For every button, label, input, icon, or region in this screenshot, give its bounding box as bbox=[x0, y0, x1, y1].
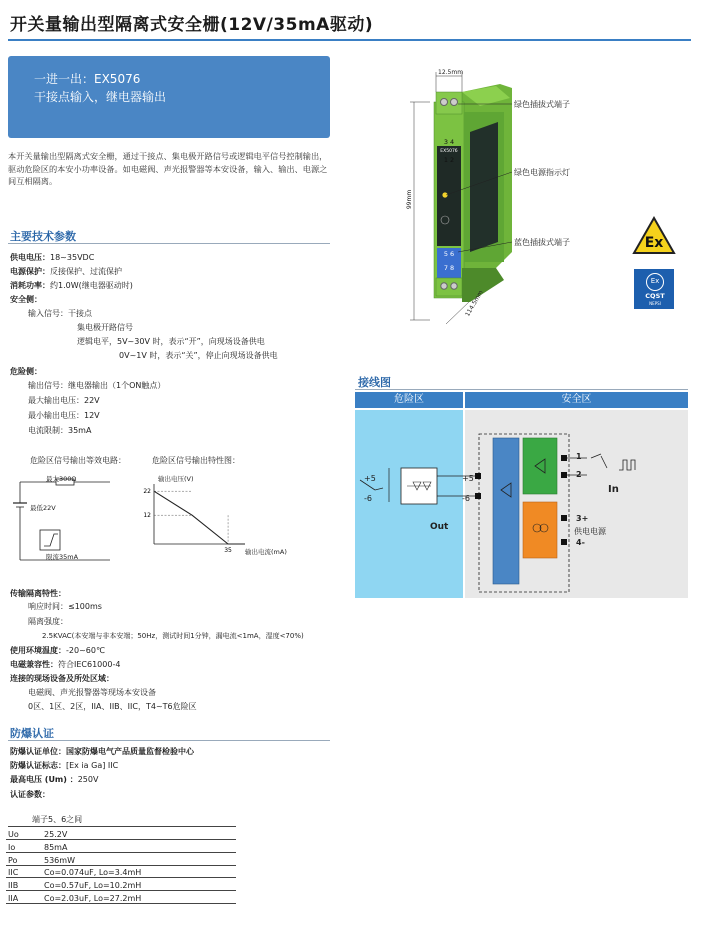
cert-heading: 防爆认证 bbox=[10, 727, 54, 740]
wiring-heading: 接线图 bbox=[358, 376, 391, 389]
env-temp-label: 使用环境温度： bbox=[10, 646, 66, 655]
wiring-supply-label: 供电电源 bbox=[574, 527, 606, 536]
cqst-badge bbox=[633, 268, 675, 310]
terminal-34-label: 3 4 bbox=[443, 138, 455, 146]
title-divider bbox=[8, 39, 691, 41]
max-output-voltage: 最大输出电压：22V bbox=[28, 396, 100, 405]
wiring-term-minus6: -6 bbox=[462, 494, 470, 503]
transfer-heading: 传输隔离特性： bbox=[10, 589, 66, 598]
cert-mark-value: [Ex ia Ga] IIC bbox=[66, 761, 119, 770]
callout-power-led: 绿色电源指示灯 bbox=[514, 168, 570, 177]
cert-divider bbox=[8, 740, 330, 741]
cert-unit-label: 防爆认证单位： bbox=[10, 747, 66, 756]
field-device-value-1: 电磁阀、声光报警器等现场本安设备 bbox=[28, 688, 156, 697]
wiring-hazard-header: 危险区 bbox=[355, 392, 463, 408]
cert-params-table bbox=[6, 827, 236, 904]
wiring-diagram bbox=[355, 410, 688, 598]
dim-depth-label: 114.5mm bbox=[464, 289, 485, 318]
table-row: IIB Co=0.57uF, Lo=10.2mH bbox=[6, 878, 236, 891]
response-time: 响应时间：≤100ms bbox=[28, 602, 102, 611]
wiring-term-4: 4- bbox=[576, 538, 585, 547]
cqst-ex-circle: Ex bbox=[646, 273, 664, 291]
table-row: IIC Co=0.074uF, Lo=3.4mH bbox=[6, 865, 236, 878]
page-title: 开关量输出型隔离式安全栅(12V/35mA驱动) bbox=[10, 15, 374, 35]
wiring-divider bbox=[355, 389, 688, 390]
char-chart-caption: 危险区信号输出特性图： bbox=[152, 456, 240, 465]
cqst-sub-text: NEPSI bbox=[649, 301, 661, 306]
wiring-out-label: Out bbox=[430, 522, 449, 532]
chart-xtick-label: 35 bbox=[224, 547, 232, 554]
specs-divider bbox=[8, 243, 330, 244]
emc-value: 符合IEC61000-4 bbox=[58, 660, 121, 669]
product-image bbox=[400, 62, 600, 342]
summary-line-1: 一进一出：EX5076 bbox=[34, 72, 141, 86]
table-row: Io 85mA bbox=[6, 840, 236, 853]
cert-um-value: 250V bbox=[77, 775, 99, 784]
summary-box bbox=[8, 56, 330, 138]
equiv-r-label: 最大300Ω bbox=[46, 475, 77, 483]
supply-label: 供电电压： bbox=[10, 253, 50, 262]
wiring-power-block bbox=[523, 502, 557, 558]
equiv-v-label: 最低22V bbox=[30, 504, 56, 512]
cert-table-header: 端子5、6之间 bbox=[32, 815, 83, 824]
input-value-3: 逻辑电平，5V~30V 时，表示“开”，向现场设备供电 bbox=[77, 337, 265, 346]
chart-ylabel: 输出电压(V) bbox=[158, 475, 194, 483]
input-value-2: 集电极开路信号 bbox=[77, 323, 133, 332]
ex-mark-text: Ex bbox=[644, 235, 664, 251]
hazard-side-label: 危险侧： bbox=[10, 367, 42, 376]
wiring-isolator-block bbox=[493, 438, 519, 584]
equiv-i-label: 限流35mA bbox=[46, 553, 79, 561]
input-label: 输入信号： bbox=[28, 309, 68, 318]
current-limit: 电流限制：35mA bbox=[28, 426, 92, 435]
protect-label: 电源保护： bbox=[10, 267, 50, 276]
chart-xlabel: 输出电流(mA) bbox=[245, 548, 287, 556]
field-device-value-2: 0区、1区、2区，IIA、IIB、IIC，T4~T6危险区 bbox=[28, 702, 197, 711]
wiring-in-label: In bbox=[608, 484, 619, 495]
table-row: Po 536mW bbox=[6, 852, 236, 865]
wiring-field-plus5: +5 bbox=[364, 474, 376, 483]
callout-blue-terminal: 蓝色插拔式端子 bbox=[514, 238, 570, 247]
power-label: 消耗功率： bbox=[10, 281, 50, 290]
emc-label: 电磁兼容性： bbox=[10, 660, 58, 669]
terminal-12-label: 1 2 bbox=[443, 156, 455, 164]
chart-ytick-label: 22 bbox=[143, 488, 151, 496]
equiv-circuit-caption: 危险区信号输出等效电路： bbox=[30, 456, 126, 465]
table-row: Uo 25.2V bbox=[6, 827, 236, 840]
wiring-term-1: 1 bbox=[576, 452, 582, 461]
cqst-text: CQST bbox=[645, 292, 665, 300]
input-value-4: 0V~1V 时，表示“关”，停止向现场设备供电 bbox=[119, 351, 278, 360]
input-value-1: 干接点 bbox=[68, 309, 92, 318]
wiring-term-2: 2 bbox=[576, 470, 582, 479]
callout-green-terminal: 绿色插拔式端子 bbox=[514, 100, 570, 109]
wiring-term-3: 3+ bbox=[576, 514, 589, 523]
env-temp-value: -20~60℃ bbox=[66, 646, 105, 655]
product-model-label: EX5076 bbox=[440, 149, 458, 154]
isolation-strength-value: 2.5KVAC(本安端与非本安端；50Hz，测试时间1分钟，漏电流<1mA，湿度<70%) bbox=[42, 632, 304, 640]
supply-value: 18~35VDC bbox=[50, 253, 95, 262]
safe-side-label: 安全侧： bbox=[10, 295, 42, 304]
wiring-safe-header: 安全区 bbox=[465, 392, 688, 408]
chart-ytick-label: 12 bbox=[143, 512, 151, 520]
power-value: 约1.0W(继电器驱动时) bbox=[50, 281, 133, 290]
cert-mark-label: 防爆认证标志： bbox=[10, 761, 66, 770]
dim-width-label: 12.5mm bbox=[438, 69, 464, 76]
protect-value: 反接保护、过流保护 bbox=[50, 267, 122, 276]
isolation-strength-label: 隔离强度： bbox=[28, 617, 68, 626]
terminal-78-label: 7 8 bbox=[443, 264, 455, 272]
wiring-field-minus6: -6 bbox=[364, 494, 372, 503]
specs-heading: 主要技术参数 bbox=[10, 230, 76, 243]
intro-paragraph: 本开关量输出型隔离式安全栅，通过干接点、集电极开路信号或逻辑电平信号控制输出，驱动危险区的本安小功率设备。如电磁阀、声光报警器等本安设备，输入、输出、电源之间互相隔离。 bbox=[8, 151, 328, 186]
dim-height-label: 99mm bbox=[406, 189, 414, 210]
min-output-voltage: 最小输出电压：12V bbox=[28, 411, 100, 420]
ex-hazard-badge bbox=[632, 216, 676, 256]
power-led-icon bbox=[442, 192, 447, 197]
chart-series-line bbox=[154, 491, 245, 544]
cert-params-label: 认证参数： bbox=[10, 790, 50, 799]
cert-um-label: 最高电压 (Um) ： bbox=[10, 775, 78, 784]
cert-unit-value: 国家防爆电气产品质量监督检验中心 bbox=[66, 747, 194, 756]
char-chart-svg bbox=[140, 478, 300, 558]
field-device-label: 连接的现场设备及所处区域： bbox=[10, 674, 114, 683]
table-row: IIA Co=2.03uF, Lo=27.2mH bbox=[6, 890, 236, 903]
terminal-56-label: 5 6 bbox=[443, 250, 455, 258]
wiring-input-block bbox=[523, 438, 557, 494]
wiring-term-plus5: +5 bbox=[462, 474, 474, 483]
summary-line-2: 干接点输入，继电器输出 bbox=[34, 90, 167, 104]
output-signal: 输出信号：继电器输出（1个ON触点） bbox=[28, 381, 166, 390]
